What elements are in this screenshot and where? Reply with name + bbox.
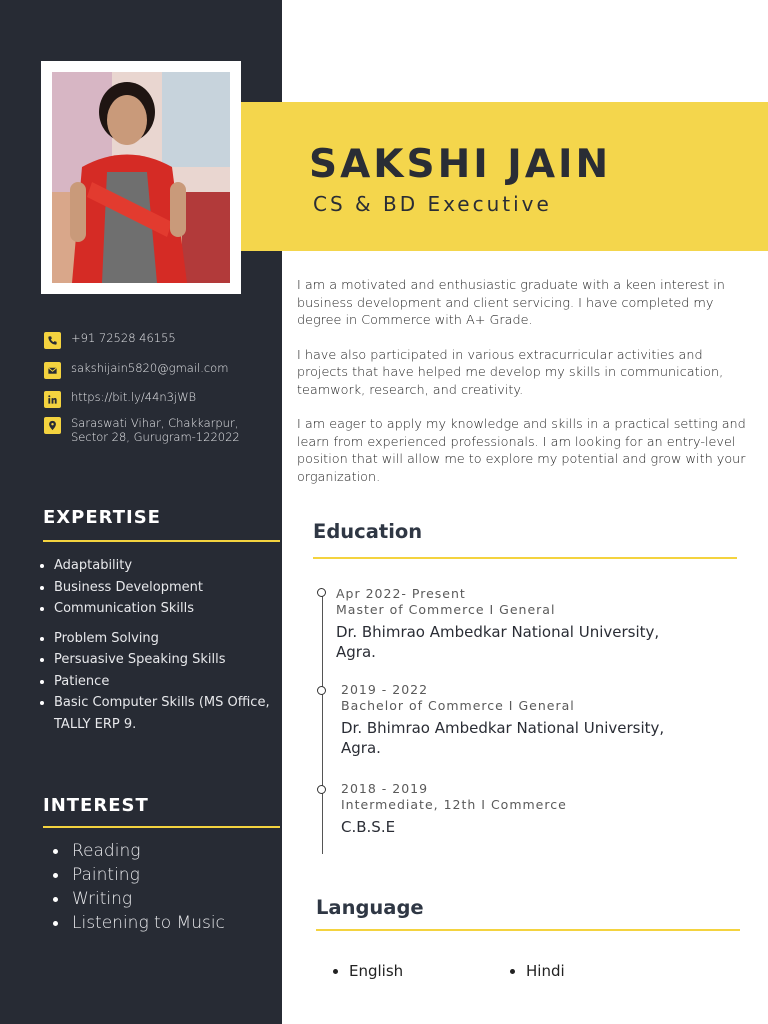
timeline-dot	[317, 785, 326, 794]
education-entry	[341, 682, 741, 758]
profile-link: https://bit.ly/44n3jWB	[71, 390, 197, 404]
education-school: Dr. Bhimrao Ambedkar National University, Agra.	[341, 719, 665, 757]
education-heading: Education	[313, 520, 423, 543]
education-school: Dr. Bhimrao Ambedkar National University, Agra.	[336, 623, 660, 661]
education-entry	[336, 586, 736, 662]
interest-heading: INTEREST	[43, 795, 149, 816]
summary-paragraph: I am a motivated and enthusiastic graduate with a keen interest in business development and client servicing. I have completed my degree in Commerce with A+ Grade.	[297, 278, 725, 328]
list-item: Problem Solving	[38, 628, 278, 650]
address-line-1: Saraswati Vihar, Chakkarpur,	[71, 416, 239, 430]
education-degree: Intermediate, 12th I Commerce	[341, 797, 567, 812]
language-heading: Language	[316, 896, 424, 919]
interest-list	[50, 839, 270, 935]
expertise-divider	[43, 540, 280, 542]
contact-address	[44, 416, 274, 444]
list-item: Reading	[50, 839, 270, 863]
expertise-heading: EXPERTISE	[43, 507, 161, 528]
education-date: 2019 - 2022	[341, 682, 429, 697]
list-item: Painting	[50, 863, 270, 887]
location-pin-icon	[44, 417, 61, 434]
phone-number: +91 72528 46155	[71, 331, 176, 345]
summary-paragraph: I am eager to apply my knowledge and skills in a practical setting and learn from experienced professionals. I am looking for an entry-level position that will allow me to explore my potential and grow with your organization.	[297, 417, 746, 485]
education-divider	[313, 557, 737, 559]
list-item: Writing	[50, 887, 270, 911]
address-line-2: Sector 28, Gurugram-122022	[71, 430, 240, 444]
job-title: CS & BD Executive	[313, 192, 552, 216]
phone-icon	[44, 332, 61, 349]
language-item: Hindi	[508, 962, 565, 980]
education-degree: Bachelor of Commerce I General	[341, 698, 575, 713]
timeline-dot	[317, 686, 326, 695]
list-item: Persuasive Speaking Skills	[38, 649, 278, 671]
education-degree: Master of Commerce I General	[336, 602, 556, 617]
candidate-name: SAKSHI JAIN	[309, 142, 612, 187]
name-banner	[241, 102, 768, 251]
contact-email[interactable]	[44, 361, 274, 379]
profile-photo	[52, 72, 230, 283]
list-item: Listening to Music	[50, 911, 270, 935]
summary-paragraph: I have also participated in various extracurricular activities and projects that have helped me develop my skills in communication, teamwork, research, and creativity.	[297, 347, 724, 398]
education-entry	[341, 781, 741, 837]
list-item: Business Development	[38, 577, 278, 599]
email-icon	[44, 362, 61, 379]
education-date: Apr 2022- Present	[336, 586, 466, 601]
education-date: 2018 - 2019	[341, 781, 429, 796]
list-item: Basic Computer Skills (MS Office, TALLY ERP 9.	[38, 692, 278, 735]
address	[71, 416, 240, 444]
timeline-dot	[317, 588, 326, 597]
language-item: English	[331, 962, 403, 980]
contact-phone[interactable]	[44, 331, 274, 349]
education-school: C.B.S.E	[341, 818, 396, 836]
email-address: sakshijain5820@gmail.com	[71, 361, 229, 375]
profile-summary	[297, 277, 749, 503]
expertise-list	[38, 555, 278, 735]
contact-link[interactable]	[44, 390, 274, 408]
list-item: Patience	[38, 671, 278, 693]
sidebar	[0, 0, 282, 1024]
linkedin-icon	[44, 391, 61, 408]
profile-photo-frame	[41, 61, 241, 294]
list-item: Communication Skills	[38, 598, 278, 620]
timeline-line	[322, 592, 323, 854]
language-divider	[316, 929, 740, 931]
interest-divider	[43, 826, 280, 828]
list-item: Adaptability	[38, 555, 278, 577]
